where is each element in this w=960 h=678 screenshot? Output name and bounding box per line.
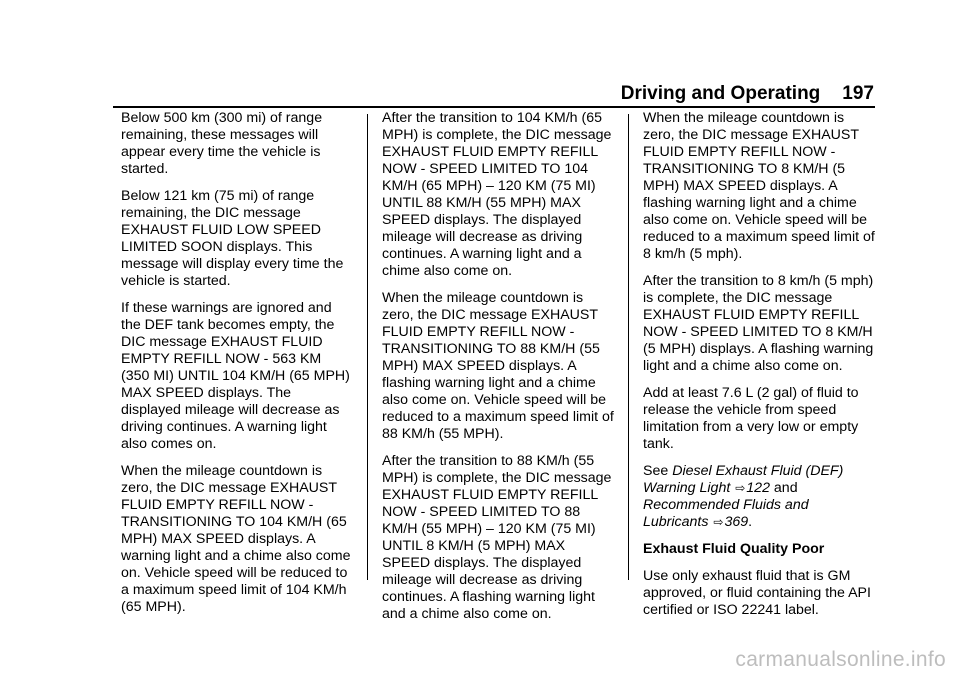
reference-link-recommended-fluids[interactable]: Recommended Fluids and Lubricants xyxy=(643,497,809,530)
reference-page[interactable]: 122 xyxy=(746,480,770,496)
paragraph: Add at least 7.6 L (2 gal) of fluid to release the vehicle from speed limitation from a very low or empty tank. xyxy=(643,385,859,452)
page-header xyxy=(621,83,874,105)
see-conjunction: and xyxy=(773,480,798,496)
see-prefix: See xyxy=(643,463,669,479)
paragraph: After the transition to 8 km/h (5 mph) is complete, the DIC message EXHAUST FLUID EMPTY REFILL NOW - SPEED LIMITED TO 8 KM/H (5 MPH) displays. A flashing warning light and a chime also come on. xyxy=(643,273,874,374)
paragraph: If these warnings are ignored and the DEF tank becomes empty, the DIC message EXHAUST FLUID EMPTY REFILL NOW - 563 KM (350 MI) UNTIL 104 KM/H (65 MPH) MAX SPEED displays. The displayed mileage will decrease as driving continues. A warning light also comes on. xyxy=(121,300,350,452)
page-arrow-icon: ⇨ xyxy=(735,481,746,495)
paragraph: When the mileage countdown is zero, the DIC message EXHAUST FLUID EMPTY REFILL NOW - TRANSITIONING TO 8 KM/H (5 MPH) MAX SPEED displays. A flashing warning light and a chime also come on. Vehicle speed will be reduced to a maximum speed limit of 8 km/h (5 mph). xyxy=(643,110,875,262)
watermark: carmanualsonline.info xyxy=(735,648,946,671)
see-reference xyxy=(643,463,875,531)
section-heading: Exhaust Fluid Quality Poor xyxy=(643,541,825,557)
paragraph: Below 121 km (75 mi) of range remaining, the DIC message EXHAUST FLUID LOW SPEED LIMITED SOON displays. This message will display every time the vehicle is started. xyxy=(121,188,344,289)
text-column-3 xyxy=(643,110,875,629)
paragraph: When the mileage countdown is zero, the DIC message EXHAUST FLUID EMPTY REFILL NOW - TRANSITIONING TO 104 KM/H (65 MPH) MAX SPEED displays. A warning light and a chime also come on. Vehicle speed will be reduced to a maximum speed limit of 104 KM/h (65 MPH). xyxy=(121,463,351,615)
paragraph: After the transition to 104 KM/h (65 MPH) is complete, the DIC message EXHAUST FLUID EMPTY REFILL NOW - SPEED LIMITED TO 104 KM/H (65 MPH) – 120 KM (75 MI) UNTIL 88 KM/H (55 MPH) MAX SPEED displays. The displayed mileage will decrease as driving continues. A warning light and a chime also come on. xyxy=(382,110,612,279)
reference-page[interactable]: 369 xyxy=(724,514,749,530)
paragraph: Below 500 km (300 mi) of range remaining, these messages will appear every time the vehicle is started. xyxy=(121,110,323,177)
reference-link-def-warning-light[interactable]: Diesel Exhaust Fluid (DEF) Warning Light xyxy=(643,463,844,496)
page-number: 197 xyxy=(842,83,874,104)
paragraph: After the transition to 88 KM/h (55 MPH) is complete, the DIC message EXHAUST FLUID EMPTY REFILL NOW - SPEED LIMITED TO 88 KM/H (55 MPH) – 120 KM (75 MI) UNTIL 8 KM/H (5 MPH) MAX SPEED displays. The displayed mileage will decrease as driving continues. A flashing warning light and a chime also come on. xyxy=(382,453,612,622)
column-divider xyxy=(628,114,629,580)
column-divider xyxy=(367,114,368,580)
paragraph: Use only exhaust fluid that is GM approved, or fluid containing the API certified or ISO 22241 label. xyxy=(643,568,871,618)
page-arrow-icon: ⇨ xyxy=(713,515,724,529)
see-suffix: . xyxy=(748,514,753,530)
section-title: Driving and Operating xyxy=(620,83,821,104)
text-column-1 xyxy=(121,110,353,626)
paragraph: When the mileage countdown is zero, the DIC message EXHAUST FLUID EMPTY REFILL NOW - TRANSITIONING TO 88 KM/H (55 MPH) MAX SPEED displays. A flashing warning light and a chime also come on. Vehicle speed will be reduced to a maximum speed limit of 88 KM/h (55 MPH). xyxy=(382,290,614,442)
text-column-2 xyxy=(382,110,614,633)
header-rule xyxy=(113,106,875,108)
